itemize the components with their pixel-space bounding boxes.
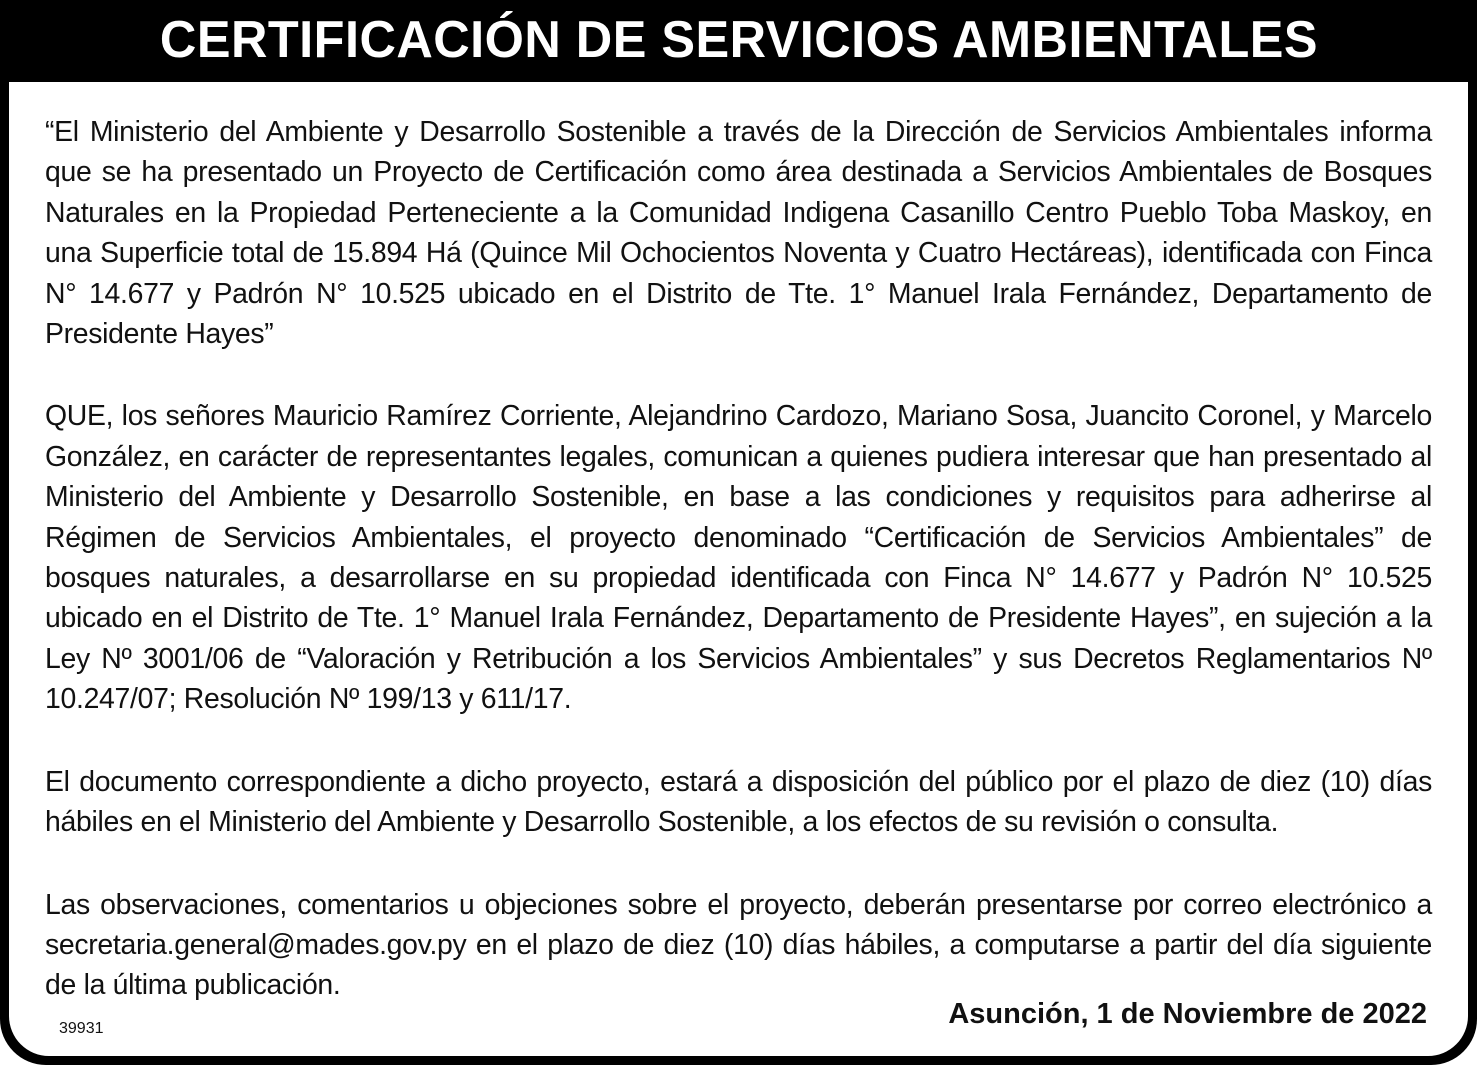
paragraph-availability: El documento correspondiente a dicho proyecto, estará a disposición del público por el plazo de diez (10) días hábiles en el Ministerio del Ambiente y Desarrollo Sostenible, a los efectos de su revisión o consulta. <box>45 765 1432 839</box>
paragraph-representatives: QUE, los señores Mauricio Ramírez Corriente, Alejandrino Cardozo, Mariano Sosa, Juancito Coronel, y Marcelo González, en carácter de representantes legales, comunican a quienes pudiera interesar que han presentado al Ministerio del Ambiente y Desarrollo Sostenible, en base a las condiciones y requisitos para adherirse al Régimen de Servicios Ambientales, el proyecto denominado “Certificación de Servicios Ambientales” de bosques naturales, a desarrollarse en su propiedad identificada con Finca N° 14.677 y Padrón N° 10.525 ubicado en el Distrito de Tte. 1° Manuel Irala Fernández, Departamento de Presidente Hayes”, en sujeción a la Ley Nº 3001/06 de “Valoración y Retribución a los Servicios Ambientales” y sus Decretos Reglamentarios Nº 10.247/07; Resolución Nº 199/13 y 611/17. <box>45 400 1432 716</box>
paragraph-gap <box>45 720 1432 762</box>
publication-code: 39931 <box>59 1020 104 1037</box>
notice-body <box>9 82 1468 1056</box>
title-bar <box>0 0 1477 80</box>
paragraph-announcement: “El Ministerio del Ambiente y Desarrollo Sostenible a través de la Dirección de Servicios Ambientales informa que se ha presentado un Proyecto de Certificación como área destinada a Servicios Ambientales de Bosques Naturales en la Propiedad Perteneciente a la Comunidad Indigena Casanillo Centro Pueblo Toba Maskoy, en una Superficie total de 15.894 Há (Quince Mil Ochocientos Noventa y Cuatro Hectáreas), identificada con Finca N° 14.677 y Padrón N° 10.525 ubicado en el Distrito de Tte. 1° Manuel Irala Fernández, Departamento de Presidente Hayes” <box>45 116 1432 351</box>
page-title: CERTIFICACIÓN DE SERVICIOS AMBIENTALES <box>159 11 1318 69</box>
notice-content <box>45 112 1432 1006</box>
place-date: Asunción, 1 de Noviembre de 2022 <box>948 998 1427 1030</box>
paragraph-observations: Las observaciones, comentarios u objeciones sobre el proyecto, deberán presentarse por correo electrónico a secretaria.general@mades.gov.py en el plazo de diez (10) días hábiles, a computarse a partir del día siguiente de la última publicación. <box>45 888 1432 1002</box>
paragraph-gap <box>45 843 1432 885</box>
paragraph-gap <box>45 354 1432 396</box>
